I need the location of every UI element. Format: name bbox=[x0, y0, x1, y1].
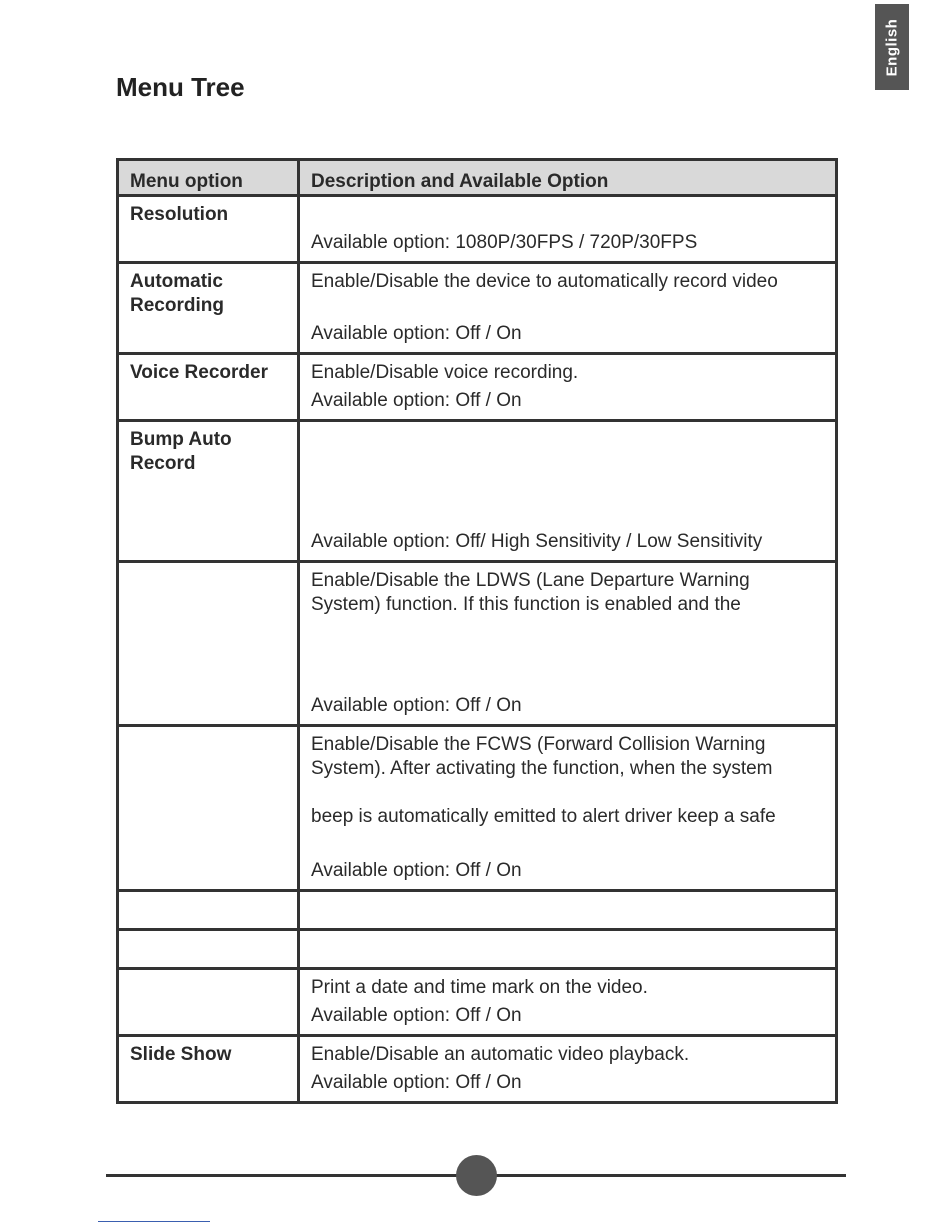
description-line: Enable/Disable an automatic video playback. bbox=[311, 1044, 690, 1065]
available-option: Available option: Off / On bbox=[311, 860, 522, 881]
language-tab-label: English bbox=[883, 18, 901, 76]
page-number-circle bbox=[456, 1155, 497, 1196]
menu-option-cell bbox=[118, 421, 299, 562]
description-line: Print a date and time mark on the video. bbox=[311, 977, 648, 998]
table-row bbox=[118, 354, 837, 421]
menu-option-cell bbox=[118, 930, 299, 969]
description-line: beep is automatically emitted to alert driver keep a safe bbox=[311, 806, 776, 827]
description-line: System) function. If this function is enabled and the bbox=[311, 594, 741, 615]
table-row bbox=[118, 930, 837, 969]
menu-tree-table bbox=[116, 158, 838, 1104]
description-line: System). After activating the function, when the system bbox=[311, 758, 773, 779]
available-option: Available option: Off / On bbox=[311, 323, 522, 344]
description-line: Enable/Disable voice recording. bbox=[311, 362, 579, 383]
page-title: Menu Tree bbox=[116, 72, 245, 102]
menu-option-cell bbox=[118, 562, 299, 726]
description-cell bbox=[299, 263, 837, 354]
table-row bbox=[118, 891, 837, 930]
available-option: Available option: Off / On bbox=[311, 1072, 522, 1093]
description-cell bbox=[299, 354, 837, 421]
description-line bbox=[311, 781, 825, 805]
menu-option-cell bbox=[118, 891, 299, 930]
table-row bbox=[118, 1036, 837, 1103]
menu-option-cell: Resolution bbox=[118, 196, 299, 263]
description-cell bbox=[299, 421, 837, 562]
available-option: Available option: Off / On bbox=[311, 390, 522, 411]
menu-option-cell bbox=[118, 726, 299, 891]
description-cell bbox=[299, 969, 837, 1036]
description-line: Enable/Disable the FCWS (Forward Collision Warning bbox=[311, 734, 766, 755]
table-row bbox=[118, 562, 837, 726]
description-line: Enable/Disable the LDWS (Lane Departure Warning bbox=[311, 570, 750, 591]
available-option: Available option: Off / On bbox=[311, 1005, 522, 1026]
menu-option-cell: Automatic Recording bbox=[118, 263, 299, 354]
description-line: Enable/Disable the device to automatically record video bbox=[311, 271, 778, 292]
description-cell bbox=[299, 726, 837, 891]
available-option: Available option: Off / On bbox=[311, 695, 522, 716]
description-cell bbox=[299, 196, 837, 263]
table-row bbox=[118, 726, 837, 891]
menu-option-cell bbox=[118, 969, 299, 1036]
description-cell bbox=[299, 891, 837, 930]
menu-option-label: Bump Auto Record bbox=[130, 429, 232, 474]
menu-option-cell: Slide Show bbox=[118, 1036, 299, 1103]
description-cell bbox=[299, 1036, 837, 1103]
table-row bbox=[118, 196, 837, 263]
footer-underline bbox=[98, 1221, 210, 1222]
table-row bbox=[118, 969, 837, 1036]
description-cell bbox=[299, 930, 837, 969]
description-cell bbox=[299, 562, 837, 726]
available-option: Available option: Off/ High Sensitivity / Low Sensitivity bbox=[311, 531, 763, 552]
table-header-row bbox=[118, 160, 837, 196]
available-option: Available option: 1080P/30FPS / 720P/30FPS bbox=[311, 232, 698, 253]
language-tab bbox=[875, 4, 909, 90]
table-row bbox=[118, 421, 837, 562]
menu-option-cell: Voice Recorder bbox=[118, 354, 299, 421]
table-row bbox=[118, 263, 837, 354]
header-menu-option: Menu option bbox=[118, 160, 299, 196]
header-description: Description and Available Option bbox=[299, 160, 837, 196]
